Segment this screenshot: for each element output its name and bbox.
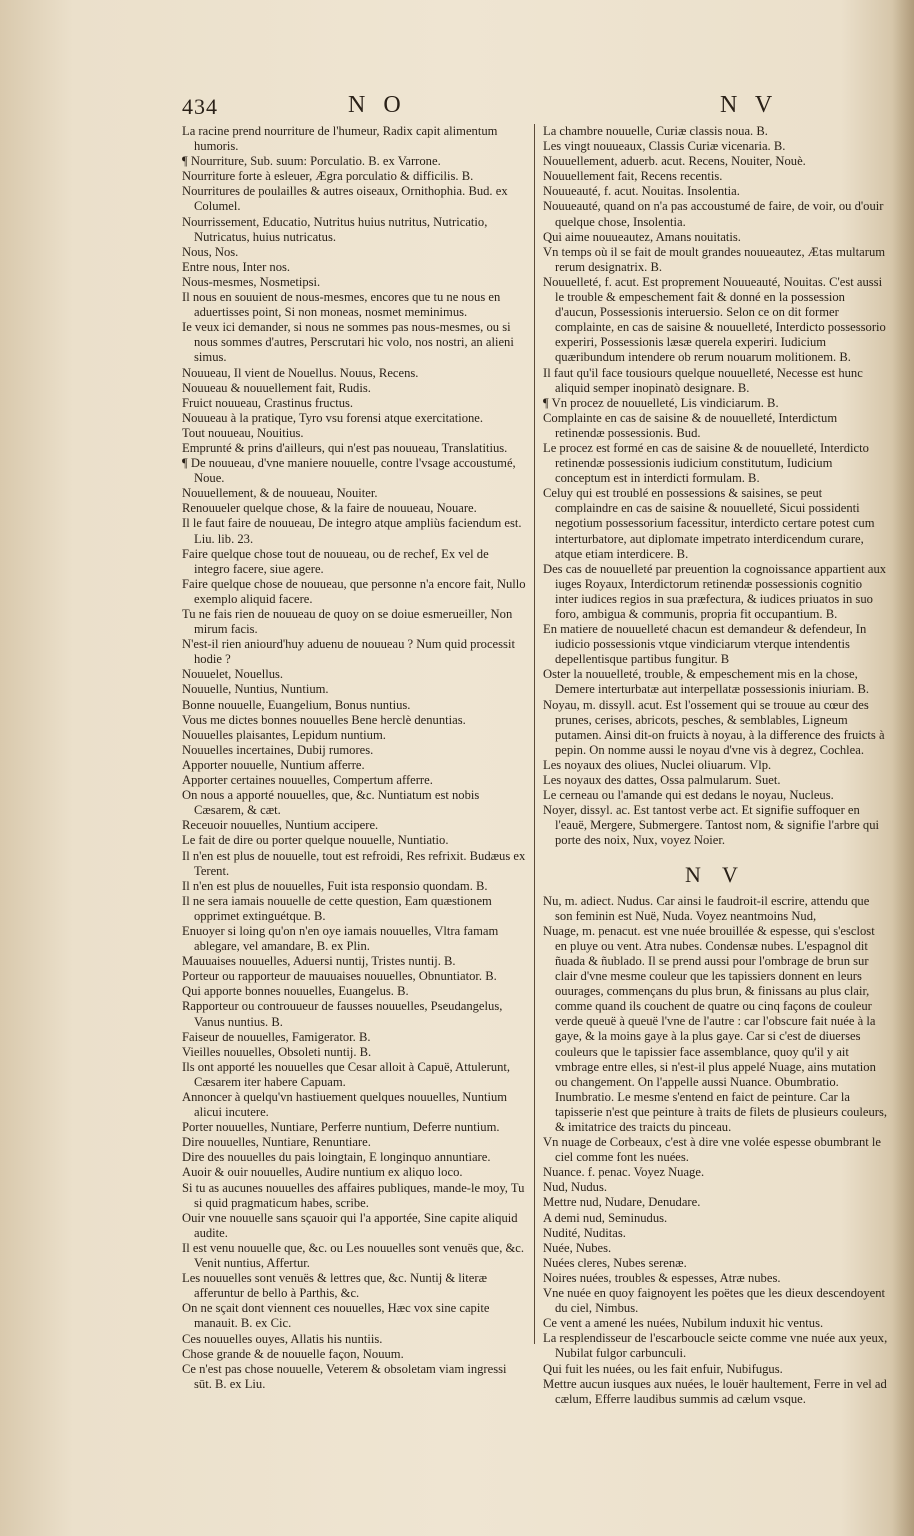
dictionary-entry: Fruict nouueau, Crastinus fructus.	[182, 395, 354, 410]
column-rule	[534, 124, 535, 1344]
dictionary-entry: Nouuelleté, f. acut. Est proprement Nouueauté, Nouitas. C'est aussi le trouble & empeschement fait & donné en la possession d'aucun, Possessionis interuersio. Selon ce on dit former complainte, en cas de saisine & nouuelleté, Interdicto possessorio experiri, Possessionis læsæ querela experiri. Iudicium quæribundum intendere ob rerum nouarum molitionem. B.	[543, 274, 886, 365]
page-edge-shadow	[892, 0, 914, 1536]
dictionary-entry: Les vingt nouueaux, Classis Curiæ vicenaria. B.	[543, 139, 786, 154]
dictionary-entry: A demi nud, Seminudus.	[543, 1210, 668, 1225]
dictionary-entry: Nuance. f. penac. Voyez Nuage.	[543, 1165, 705, 1180]
dictionary-entry: Mauuaises nouuelles, Aduersi nuntij, Tristes nuntij. B.	[182, 954, 456, 969]
dictionary-entry: Nourrissement, Educatio, Nutritus huius nutritus, Nutricatio, Nutricatus, huius nutricatus.	[182, 214, 488, 244]
dictionary-entry: Tout nouueau, Nouitius.	[182, 425, 304, 440]
dictionary-entry: Faire quelque chose de nouueau, que personne n'a encore fait, Nullo exemplo aliquid facere.	[182, 576, 526, 606]
dictionary-entry: Nudité, Nuditas.	[543, 1225, 626, 1240]
dictionary-entry: Chose grande & de nouuelle façon, Nouum.	[182, 1346, 404, 1361]
dictionary-entry: Auoir & ouir nouuelles, Audire nuntium ex aliquo loco.	[182, 1165, 463, 1180]
dictionary-entry: Les noyaux des dattes, Ossa palmularum. Suet.	[543, 773, 781, 788]
dictionary-entry: Il nous en souuient de nous-mesmes, encores que tu ne nous en aduertisses point, Si non moneas, nosmet meminimus.	[182, 290, 501, 320]
dictionary-entry: Nouueauté, f. acut. Nouitas. Insolentia.	[543, 184, 740, 199]
dictionary-entry: La resplendisseur de l'escarboucle seicte comme vne nuée aux yeux, Nubilat fulgor carbunculi.	[543, 1331, 888, 1361]
dictionary-entry: Apporter nouuelle, Nuntium afferre.	[182, 757, 365, 772]
right-column-section-entries	[543, 894, 888, 1407]
dictionary-entry: Noires nuées, troubles & espesses, Atræ nubes.	[543, 1270, 781, 1285]
dictionary-entry: Nourriture forte à esleuer, Ægra porculatio & difficilis. B.	[182, 169, 474, 184]
dictionary-entry: Nous-mesmes, Nosmetipsi.	[182, 274, 321, 289]
dictionary-entry: Vn temps où il se fait de moult grandes nouueautez, Ætas multarum rerum designatrix. B.	[543, 244, 886, 274]
dictionary-entry: Nourritures de poulailles & autres oiseaux, Ornithophia. Bud. ex Columel.	[182, 184, 508, 214]
dictionary-entry: Porter nouuelles, Nuntiare, Perferre nuntium, Deferre nuntium.	[182, 1120, 500, 1135]
dictionary-entry: Nouueau à la pratique, Tyro vsu forensi atque exercitatione.	[182, 410, 484, 425]
dictionary-entry: Noyer, dissyl. ac. Est tantost verbe act. Et signifie suffoquer en l'eauë, Mergere, Submergere. Tantost nom, & signifie l'arbre qui porte des noix, Nux, voyez Noier.	[543, 803, 880, 848]
dictionary-entry: Qui aime nouueautez, Amans nouitatis.	[543, 229, 741, 244]
dictionary-entry: Rapporteur ou controuueur de fausses nouuelles, Pseudangelus, Vanus nuntius. B.	[182, 999, 503, 1029]
dictionary-entry: Il n'en est plus de nouuelles, Fuit ista responsio quondam. B.	[182, 878, 488, 893]
dictionary-entry: Nouuellement fait, Recens recentis.	[543, 169, 723, 184]
dictionary-entry: Il n'en est plus de nouuelle, tout est refroidi, Res refrixit. Budæus ex Terent.	[182, 848, 526, 878]
dictionary-entry: Nouuelles plaisantes, Lepidum nuntium.	[182, 727, 386, 742]
dictionary-entry: Noyau, m. dissyll. acut. Est l'ossement qui se trouue au cœur des prunes, cerises, abricots, pesches, & semblables, Ligneum putamen. Ainsi dit-on fruicts à noyau, à la difference des fruicts à pepin. On nomme aussi le noyau d'vne vis à degrez, Cochlea.	[543, 697, 885, 757]
dictionary-entry: Il est venu nouuelle que, &c. ou Les nouuelles sont venuës que, &c. Venit nuntius, Affertur.	[182, 1240, 525, 1271]
dictionary-entry: Emprunté & prins d'ailleurs, qui n'est pas nouueau, Translatitius.	[182, 440, 508, 455]
dictionary-entry: On ne sçait dont viennent ces nouuelles, Hæc vox sine capite manauit. B. ex Cic.	[182, 1301, 490, 1331]
dictionary-entry: Ce vent a amené les nuées, Nubilum induxit hic ventus.	[543, 1316, 824, 1331]
dictionary-entry: Ie veux ici demander, si nous ne sommes pas nous-mesmes, ou si nous sommes d'autres, Perscrutari hic volo, nos nostri, an alieni simus.	[182, 320, 514, 365]
dictionary-entry: Nuage, m. penacut. est vne nuée brouillée & espesse, qui s'esclost en pluye ou vent. Atra nubes. Condensæ nubes. L'espagnol dit ñuada & ñublado. Il se prend aussi pour l'ombrage de brun sur clair d'vne mesme couleur que les tapissiers donnent en leurs ouurages, commençans du plus brun, & finissans au plus clair, comme quand ils couchent de quatre ou cinq façons de couleur verde queuë à queuë l'vne de l'autre : car l'obscure fait nuée à la gaye, & la moins gaye à la plus gaye. Car si c'est de diuerses couleurs que le tapissier face assemblance, quoy qu'il y ait vmbrage entre elles, si n'est-il plus appelé Nuage, ains mutation ou changement. On l'appelle aussi Nuance. Obumbratio. Inumbratio. Le mesme s'entend en faict de peinture. Car la tapisserie n'est que peinture à traits de filets de plusieurs couleurs, & imitatrice des traicts du pinceau.	[543, 923, 888, 1134]
dictionary-entry: Vieilles nouuelles, Obsoleti nuntij. B.	[182, 1044, 372, 1059]
dictionary-entry: Le fait de dire ou porter quelque nouuelle, Nuntiatio.	[182, 833, 449, 848]
dictionary-entry: Mettre nud, Nudare, Denudare.	[543, 1195, 701, 1210]
section-heading: N V	[685, 861, 746, 887]
dictionary-entry: Bonne nouuelle, Euangelium, Bonus nuntius.	[182, 697, 411, 712]
page-number: 434	[182, 94, 218, 119]
dictionary-entry: Ils ont apporté les nouuelles que Cesar alloit à Capuë, Attulerunt, Cæsarem iter habere Capuam.	[182, 1059, 511, 1089]
dictionary-entry: Des cas de nouuelleté par preuention la cognoissance appartient aux iuges Royaux, Interdictorum retinendæ possessionis cognitio inter iudices regios in sua præfectura, & iudices priuatos in suo foro, ambigua & communis, propria fit occupantium. B.	[543, 561, 887, 621]
dictionary-entry: Apporter certaines nouuelles, Compertum afferre.	[182, 773, 433, 788]
dictionary-entry: Vne nuée en quoy faignoyent les poëtes que les dieux descendoyent du ciel, Nimbus.	[543, 1286, 886, 1316]
running-head-right: N V	[720, 92, 779, 118]
dictionary-entry: Il ne sera iamais nouuelle de cette question, Eam quæstionem opprimet extinguétque. B.	[182, 893, 492, 923]
dictionary-entry: Vous me dictes bonnes nouuelles Bene herclè denuntias.	[182, 712, 466, 727]
dictionary-entry: Nouueauté, quand on n'a pas accoustumé de faire, de voir, ou d'ouir quelque chose, Insolentia.	[543, 199, 884, 229]
dictionary-entry: Il faut qu'il face tousiours quelque nouuelleté, Necesse est hunc aliquid semper inopinatò designare. B.	[543, 365, 863, 395]
dictionary-entry: Il le faut faire de nouueau, De integro atque ampliùs faciendum est. Liu. lib. 23.	[182, 516, 522, 546]
dictionary-entry: Faiseur de nouuelles, Famigerator. B.	[182, 1029, 371, 1044]
dictionary-entry: Receuoir nouuelles, Nuntium accipere.	[182, 818, 379, 833]
dictionary-entry: Nouuelle, Nuntius, Nuntium.	[182, 682, 329, 697]
dictionary-entry: Nouuelles incertaines, Dubij rumores.	[182, 742, 374, 757]
dictionary-entry: Ouir vne nouuelle sans sçauoir qui l'a apportée, Sine capite aliquid audite.	[182, 1210, 518, 1240]
dictionary-entry: Nud, Nudus.	[543, 1180, 608, 1195]
dictionary-entry: ¶ Nourriture, Sub. suum: Porculatio. B. ex Varrone.	[182, 154, 441, 169]
dictionary-entry: Ces nouuelles ouyes, Allatis his nuntiis.	[182, 1331, 383, 1346]
dictionary-entry: Mettre aucun iusques aux nuées, le louër haultement, Ferre in vel ad cælum, Efferre laudibus summis ad cælum vsque.	[543, 1376, 887, 1406]
dictionary-entry: N'est-il rien aniourd'huy aduenu de nouueau ? Num quid processit hodie ?	[182, 637, 515, 667]
dictionary-entry: Tu ne fais rien de nouueau de quoy on se doiue esmerueiller, Non mirum facis.	[182, 607, 513, 637]
dictionary-entry: ¶ De nouueau, d'vne maniere nouuelle, contre l'vsage accoustumé, Noue.	[182, 456, 516, 486]
page-header	[0, 88, 914, 128]
dictionary-entry: Nuée, Nubes.	[543, 1240, 612, 1255]
dictionary-entry: On nous a apporté nouuelles, que, &c. Nuntiatum est nobis Cæsarem, & cæt.	[182, 788, 480, 818]
dictionary-entry: Nous, Nos.	[182, 244, 239, 259]
dictionary-entry: Renouueler quelque chose, & la faire de nouueau, Nouare.	[182, 501, 477, 516]
dictionary-entry: En matiere de nouuelleté chacun est demandeur & defendeur, In iudicio possessionis vtque vindiciarum vterque intendentis depellentisque partibus fungitur. B	[543, 622, 867, 667]
dictionary-entry: Entre nous, Inter nos.	[182, 259, 291, 274]
dictionary-entry: Celuy qui est troublé en possessions & saisines, se peut complaindre en cas de saisine & nouuelleté, Sicui possidenti negotium possessorium facessitur, interdicto certare potest cum interturbatore, aut diplomate impetrato interdicendum curare, atque etiam interdicere. B.	[543, 486, 875, 561]
dictionary-entry: Nuées cleres, Nubes serenæ.	[543, 1255, 687, 1270]
dictionary-entry: La racine prend nourriture de l'humeur, Radix capit alimentum humoris.	[182, 124, 498, 154]
dictionary-entry: Nouuellement, & de nouueau, Nouiter.	[182, 486, 378, 501]
dictionary-entry: Si tu as aucunes nouuelles des affaires publiques, mande-le moy, Tu si quid pragmaticum habes, scribe.	[182, 1180, 525, 1210]
dictionary-entry: Qui fuit les nuées, ou les fait enfuir, Nubifugus.	[543, 1361, 783, 1376]
dictionary-entry: Le procez est formé en cas de saisine & de nouuelleté, Interdicto retinendæ possessionis iudicium constitutum, Iudicium conceptum est in interdicti formulam. B.	[543, 440, 869, 486]
dictionary-entry: Nouuelet, Nouellus.	[182, 667, 284, 682]
dictionary-entry: Porteur ou rapporteur de mauuaises nouuelles, Obnuntiator. B.	[182, 969, 497, 984]
dictionary-entry: Nouueau & nouuellement fait, Rudis.	[182, 380, 371, 395]
dictionary-entry: Qui apporte bonnes nouuelles, Euangelus. B.	[182, 984, 409, 999]
left-column	[182, 124, 527, 1392]
dictionary-entry: Oster la nouuelleté, trouble, & empeschement mis en la chose, Demere interturbatæ aut interpellatæ possessionis iniuriam. B.	[543, 667, 870, 697]
dictionary-entry: Vn nuage de Corbeaux, c'est à dire vne volée espesse obumbrant le ciel comme font les nuées.	[543, 1135, 881, 1165]
dictionary-entry: Les noyaux des oliues, Nuclei oliuarum. Vlp.	[543, 757, 772, 772]
dictionary-entry: Nu, m. adiect. Nudus. Car ainsi le faudroit-il escrire, attendu que son feminin est Nuë, Nuda. Voyez neantmoins Nud,	[543, 893, 870, 923]
dictionary-entry: La chambre nouuelle, Curiæ classis noua. B.	[543, 124, 768, 138]
dictionary-entry: Enuoyer si loing qu'on n'en oye iamais nouuelles, Vltra famam ablegare, vel amandare, B. ex Plin.	[182, 923, 499, 954]
dictionary-entry: Les nouuelles sont venuës & lettres que, &c. Nuntij & literæ afferuntur de bello à Parthis, &c.	[182, 1271, 487, 1301]
dictionary-entry: Nouueau, Il vient de Nouellus. Nouus, Recens.	[182, 365, 419, 380]
dictionary-entry: Ce n'est pas chose nouuelle, Veterem & obsoletam viam ingressi sūt. B. ex Liu.	[182, 1361, 507, 1391]
dictionary-entry: Faire quelque chose tout de nouueau, ou de rechef, Ex vel de integro facere, siue agere.	[182, 546, 489, 576]
dictionary-entry: Le cerneau ou l'amande qui est dedans le noyau, Nucleus.	[543, 788, 834, 803]
dictionary-entry: Nouuellement, aduerb. acut. Recens, Nouiter, Nouè.	[543, 154, 806, 169]
dictionary-entry: Dire nouuelles, Nuntiare, Renuntiare.	[182, 1135, 371, 1150]
dictionary-entry: Complainte en cas de saisine & de nouuelleté, Interdictum retinendæ possessionis. Bud.	[543, 410, 838, 440]
dictionary-entry: ¶ Vn procez de nouuelleté, Lis vindiciarum. B.	[543, 395, 779, 410]
right-column-entries	[543, 124, 888, 849]
dictionary-entry: Dire des nouuelles du pais loingtain, E longinquo annuntiare.	[182, 1150, 491, 1165]
dictionary-entry: Annoncer à quelqu'vn hastiuement quelques nouuelles, Nuntium alicui incutere.	[182, 1090, 508, 1120]
running-head-left: N O	[348, 92, 407, 118]
right-column	[543, 124, 888, 1407]
